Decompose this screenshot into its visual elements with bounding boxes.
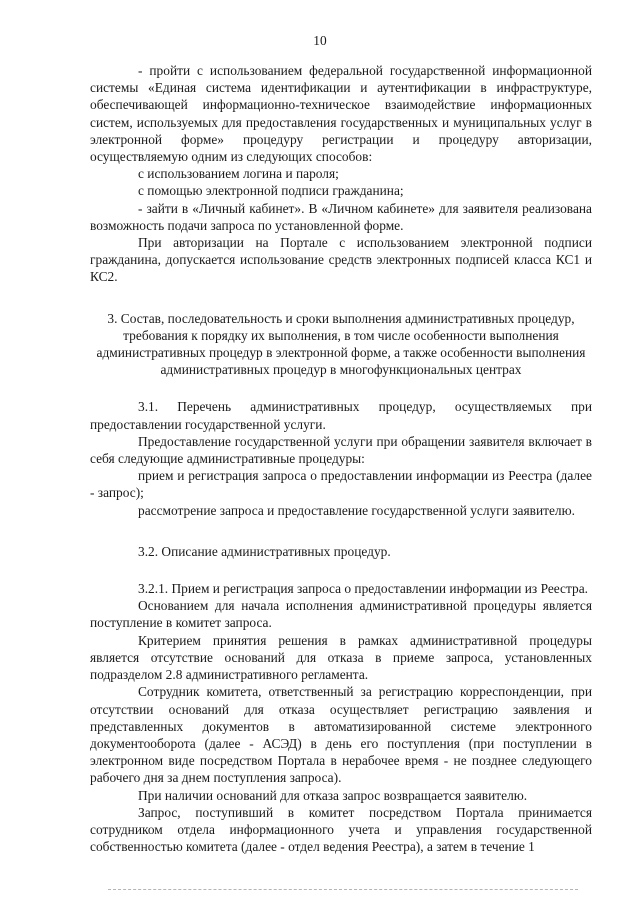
page-number: 10 xyxy=(313,33,327,48)
scan-edge-line xyxy=(108,889,578,890)
paragraph-3-2-1-title: 3.2.1. Прием и регистрация запроса о предоставлении информации из Реестра. xyxy=(138,581,589,597)
spacer xyxy=(90,560,592,580)
paragraph-3-1-reception: прием и регистрация запроса о предоставлении информации из Реестра (далее - запрос); xyxy=(90,468,592,501)
paragraph-3-2-title: 3.2. Описание административных процедур. xyxy=(138,543,391,559)
paragraph-3-2-1-portal: Запрос, поступивший в комитет посредством Портала принимается сотрудником отдела информационного учета и управления государственной собственностью комитета (далее - отдел ведения Реестра), а затем в течение 1 xyxy=(90,804,592,855)
paragraph-authorization: При авторизации на Портале с использованием электронной подписи гражданина, допускается использование средств электронных подписей класса КС1 и КС2. xyxy=(90,235,592,285)
spacer xyxy=(90,378,592,398)
paragraph-esia-login: - пройти с использованием федеральной государственной информационной системы «Единая система идентификации и аутентификации в инфраструктуре, обеспечивающей информационно-техническое взаимодействие информационных систем, используемых для предоставления государственных и муниципальных услуг в электронной форме» процедуру регистрации и процедуру авторизации, осуществляемую одним из следующих способов: xyxy=(90,63,592,165)
paragraph-3-2-1-basis: Основанием для начала исполнения административной процедуры является поступление в комитет запроса. xyxy=(90,598,592,631)
paragraph-login-password: с использованием логина и пароля; xyxy=(138,166,339,182)
paragraph-3-1-review: рассмотрение запроса и предоставление государственной услуги заявителю. xyxy=(138,502,575,518)
paragraph-3-1-includes: Предоставление государственной услуги при обращении заявителя включает в себя следующие административные процедуры: xyxy=(90,433,592,467)
paragraph-3-2-1-criterion: Критерием принятия решения в рамках административной процедуры является отсутствие оснований для отказа в приеме запроса, установленных подразделом 2.8 административного регламента. xyxy=(90,632,592,683)
paragraph-electronic-signature: с помощью электронной подписи гражданина; xyxy=(138,183,404,199)
paragraph-3-1-title: 3.1. Перечень административных процедур, осуществляемых при предоставлении государственной услуги. xyxy=(90,399,592,432)
spacer xyxy=(90,286,592,310)
spacer xyxy=(90,519,592,543)
paragraph-3-2-1-refusal: При наличии оснований для отказа запрос возвращается заявителю. xyxy=(138,787,528,803)
paragraph-3-2-1-registration: Сотрудник комитета, ответственный за регистрацию корреспонденции, при отсутствии оснований для отказа осуществляет регистрацию заявления и представленных документов в автоматизированной системе электронного документооборота (далее - АСЭД) в день его поступления (при поступлении в электронном виде посредством Портала в нерабочее время - не позднее следующего рабочего дня за днем поступления запроса). xyxy=(90,684,592,786)
section-heading: 3. Состав, последовательность и сроки выполнения административных процедур, требования к порядку их выполнения, в том числе особенности выполнения административных процедур в электронной форме, а также особенности выполнения административных процедур в многофункциональных центрах xyxy=(96,310,586,378)
document-body xyxy=(90,62,592,855)
paragraph-personal-cabinet: - зайти в «Личный кабинет». В «Личном кабинете» для заявителя реализована возможность подачи запроса по установленной форме. xyxy=(90,200,592,233)
